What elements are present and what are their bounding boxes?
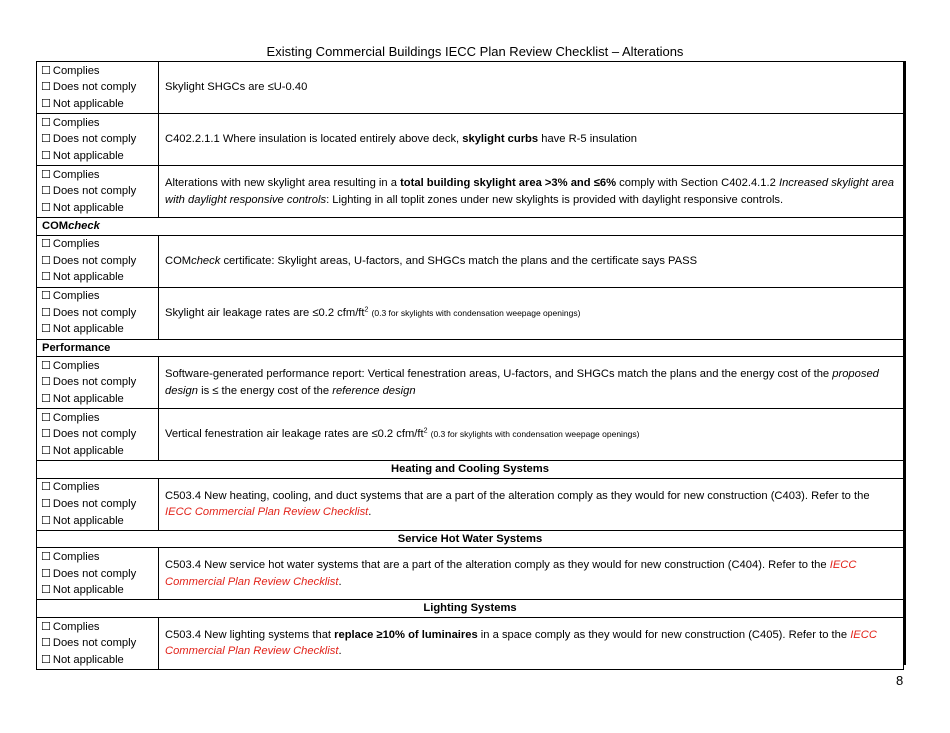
- checkbox-icon[interactable]: ☐: [41, 115, 51, 129]
- checklist-row: [37, 548, 904, 600]
- option-does-not-comply[interactable]: ☐ Does not comply: [41, 566, 137, 580]
- checkbox-icon[interactable]: ☐: [41, 132, 51, 146]
- option-not-applicable[interactable]: ☐ Not applicable: [41, 322, 124, 336]
- compliance-options: [37, 114, 159, 166]
- checklist-reference-link[interactable]: IECC Commercial Plan Review Checklist: [165, 628, 877, 658]
- option-complies[interactable]: ☐ Complies: [41, 63, 100, 77]
- checkbox-icon[interactable]: ☐: [41, 237, 51, 251]
- option-complies[interactable]: ☐ Complies: [41, 619, 100, 633]
- checkbox-icon[interactable]: ☐: [41, 289, 51, 303]
- section-header-lighting: Lighting Systems: [37, 600, 904, 618]
- option-does-not-comply[interactable]: ☐ Does not comply: [41, 496, 137, 510]
- option-not-applicable[interactable]: ☐ Not applicable: [41, 652, 124, 666]
- option-complies[interactable]: ☐ Complies: [41, 358, 100, 372]
- checkbox-icon[interactable]: ☐: [41, 549, 51, 563]
- requirement-text: Skylight air leakage rates are ≤0.2 cfm/$ft^2$ (0.3 for skylights with condensation weepage openings): [159, 287, 904, 339]
- checkbox-icon[interactable]: ☐: [41, 636, 51, 650]
- checkbox-icon[interactable]: ☐: [41, 513, 51, 527]
- checklist-reference-link[interactable]: IECC Commercial Plan Review Checklist: [165, 559, 857, 588]
- requirement-text: C402.2.1.1 Where insulation is located entirely above deck, skylight curbs have R-5 insulation: [159, 114, 904, 166]
- checkbox-icon[interactable]: ☐: [41, 305, 51, 319]
- option-does-not-comply[interactable]: ☐ Does not comply: [41, 253, 137, 267]
- compliance-options: [37, 62, 159, 114]
- compliance-options: [37, 409, 159, 461]
- section-header-heating-cooling: Heating and Cooling Systems: [37, 461, 904, 479]
- section-header-service-hot-water: Service Hot Water Systems: [37, 530, 904, 548]
- checkbox-icon[interactable]: ☐: [41, 443, 51, 457]
- checkbox-icon[interactable]: ☐: [41, 375, 51, 389]
- checklist-table: [36, 61, 904, 670]
- checklist-row: [37, 617, 904, 669]
- compliance-options: [37, 166, 159, 218]
- requirement-text: C503.4 New heating, cooling, and duct systems that are a part of the alteration comply as they would for new construction (C403). Refer to the IECC Commercial Plan Review Checklist.: [159, 478, 904, 530]
- requirement-text: Vertical fenestration air leakage rates are ≤0.2 cfm/$ft^2$ (0.3 for skylights with condensation weepage openings): [159, 409, 904, 461]
- page-number: 8: [896, 673, 904, 688]
- compliance-options: [37, 235, 159, 287]
- checklist-row: [37, 357, 904, 409]
- compliance-options: [37, 287, 159, 339]
- checkbox-icon[interactable]: ☐: [41, 410, 51, 424]
- requirement-text: Alterations with new skylight area resulting in a total building skylight area >3% and ≤6% comply with Section C402.4.1.2 Increased skylight area with daylight responsive controls: Lighting in all toplit zones under new skylights is provided with daylight responsive controls.: [159, 166, 904, 218]
- checkbox-icon[interactable]: ☐: [41, 566, 51, 580]
- checkbox-icon[interactable]: ☐: [41, 583, 51, 597]
- checkbox-icon[interactable]: ☐: [41, 652, 51, 666]
- checklist-row: [37, 235, 904, 287]
- requirement-text: Skylight SHGCs are ≤U-0.40: [159, 62, 904, 114]
- compliance-options: [37, 548, 159, 600]
- checkbox-icon[interactable]: ☐: [41, 167, 51, 181]
- document-title: Existing Commercial Buildings IECC Plan Review Checklist – Alterations: [266, 44, 684, 59]
- option-not-applicable[interactable]: ☐ Not applicable: [41, 200, 124, 214]
- checklist-reference-link[interactable]: IECC Commercial Plan Review Checklist: [165, 506, 369, 519]
- requirement-text: C503.4 New lighting systems that replace ≥10% of luminaires in a space comply as they would for new construction (C405). Refer to the IECC Commercial Plan Review Checklist.: [159, 617, 904, 669]
- option-not-applicable[interactable]: ☐ Not applicable: [41, 583, 124, 597]
- checkbox-icon[interactable]: ☐: [41, 619, 51, 633]
- option-does-not-comply[interactable]: ☐ Does not comply: [41, 184, 137, 198]
- checkbox-icon[interactable]: ☐: [41, 270, 51, 284]
- checklist-row: [37, 62, 904, 114]
- option-not-applicable[interactable]: ☐ Not applicable: [41, 391, 124, 405]
- option-does-not-comply[interactable]: ☐ Does not comply: [41, 427, 137, 441]
- option-complies[interactable]: ☐ Complies: [41, 115, 100, 129]
- option-not-applicable[interactable]: ☐ Not applicable: [41, 96, 124, 110]
- section-header-performance: Performance: [37, 339, 904, 357]
- requirement-text: C503.4 New service hot water systems that are a part of the alteration comply as they would for new construction (C404). Refer to the IECC Commercial Plan Review Checklist.: [159, 548, 904, 600]
- checkbox-icon[interactable]: ☐: [41, 358, 51, 372]
- option-does-not-comply[interactable]: ☐ Does not comply: [41, 305, 137, 319]
- checkbox-icon[interactable]: ☐: [41, 200, 51, 214]
- option-not-applicable[interactable]: ☐ Not applicable: [41, 513, 124, 527]
- checkbox-icon[interactable]: ☐: [41, 496, 51, 510]
- checklist-row: [37, 114, 904, 166]
- checkbox-icon[interactable]: ☐: [41, 322, 51, 336]
- option-complies[interactable]: ☐ Complies: [41, 410, 100, 424]
- option-does-not-comply[interactable]: ☐ Does not comply: [41, 132, 137, 146]
- option-not-applicable[interactable]: ☐ Not applicable: [41, 270, 124, 284]
- option-complies[interactable]: ☐ Complies: [41, 237, 100, 251]
- option-complies[interactable]: ☐ Complies: [41, 289, 100, 303]
- option-does-not-comply[interactable]: ☐ Does not comply: [41, 80, 137, 94]
- compliance-options: [37, 478, 159, 530]
- checkbox-icon[interactable]: ☐: [41, 391, 51, 405]
- option-complies[interactable]: ☐ Complies: [41, 480, 100, 494]
- option-not-applicable[interactable]: ☐ Not applicable: [41, 148, 124, 162]
- requirement-text: COMcheck certificate: Skylight areas, U-factors, and SHGCs match the plans and the certificate says PASS: [159, 235, 904, 287]
- compliance-options: [37, 617, 159, 669]
- option-complies[interactable]: ☐ Complies: [41, 549, 100, 563]
- compliance-options: [37, 357, 159, 409]
- checkbox-icon[interactable]: ☐: [41, 63, 51, 77]
- checkbox-icon[interactable]: ☐: [41, 80, 51, 94]
- option-not-applicable[interactable]: ☐ Not applicable: [41, 443, 124, 457]
- checkbox-icon[interactable]: ☐: [41, 427, 51, 441]
- checkbox-icon[interactable]: ☐: [41, 184, 51, 198]
- checklist-row: [37, 409, 904, 461]
- checklist-row: [37, 287, 904, 339]
- checkbox-icon[interactable]: ☐: [41, 148, 51, 162]
- right-border-bar: [903, 61, 906, 665]
- checkbox-icon[interactable]: ☐: [41, 96, 51, 110]
- option-complies[interactable]: ☐ Complies: [41, 167, 100, 181]
- checkbox-icon[interactable]: ☐: [41, 253, 51, 267]
- checkbox-icon[interactable]: ☐: [41, 480, 51, 494]
- checklist-row: [37, 166, 904, 218]
- section-header-comcheck: COMcheck: [37, 218, 904, 236]
- option-does-not-comply[interactable]: ☐ Does not comply: [41, 375, 137, 389]
- option-does-not-comply[interactable]: ☐ Does not comply: [41, 636, 137, 650]
- checklist-row: [37, 478, 904, 530]
- requirement-text: Software-generated performance report: Vertical fenestration areas, U-factors, and SHGCs match the plans and the energy cost of the proposed design is ≤ the energy cost of the reference design: [159, 357, 904, 409]
